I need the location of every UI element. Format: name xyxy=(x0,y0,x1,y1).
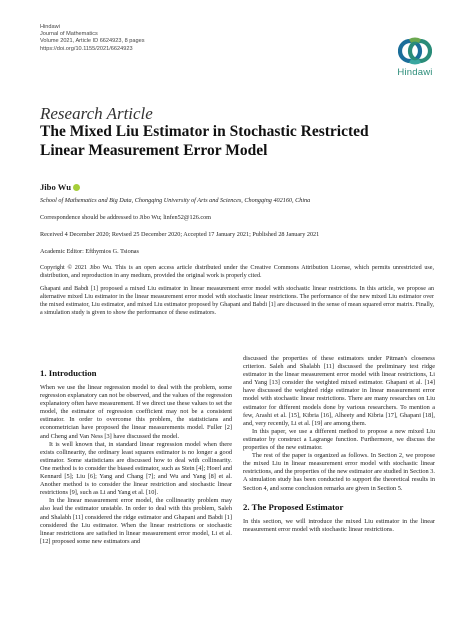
body-column-right xyxy=(243,355,435,534)
author-name[interactable]: Jibo Wu xyxy=(40,182,71,192)
hindawi-logo-icon xyxy=(398,36,432,66)
publication-dates: Received 4 December 2020; Revised 25 December 2020; Accepted 17 January 2021; Published 28 January 2021 xyxy=(40,231,320,238)
publisher-name: Hindawi xyxy=(40,24,60,30)
article-title: The Mixed Liu Estimator in Stochastic Restricted Linear Measurement Error Model xyxy=(40,123,369,159)
body-paragraph: In this paper, we use a different method to propose a new mixed Liu estimator by construct a Lagrange function. Furthermore, we discuss the properties of the new estimator. xyxy=(243,427,435,452)
volume-line: Volume 2021, Article ID 6624923, 8 pages xyxy=(40,38,145,45)
body-paragraph: When we use the linear regression model to deal with the problem, some regression explanatory can not be observed, and the values of the regression explanatory often have measurement. If we direct use these values to set the model, the estimator of regression coefficient may not be a consistent estimator. In order to overcome this problem, the statisticians and econometrician have proposed the linear measurements model. Fuller [2] and Cheng and Van Ness [3] have discussed the model. xyxy=(40,384,232,440)
journal-meta xyxy=(40,24,145,53)
doi-link[interactable]: https://doi.org/10.1155/2021/6624923 xyxy=(40,45,133,52)
author-line xyxy=(40,182,80,192)
abstract: Ghapani and Babdi [1] proposed a mixed Liu estimator in linear measurement error model with stochastic linear restrictions. In this article, we propose an alternative mixed Liu estimator in the linear measurement error model with stochastic linear restrictions. The performance of the new mixed Liu estimator over the mixed estimator, Liu estimator, and mixed Liu estimator proposed by Ghapani and Babdi [1] are discussed in the sense of mean squared error matrix. Finally, a simulation study is given to show the performance of these estimators. xyxy=(40,286,434,316)
correspondence: Correspondence should be addressed to Jibo Wu; linfen52@126.com xyxy=(40,214,211,221)
hindawi-logo xyxy=(392,36,438,78)
body-column-left xyxy=(40,368,232,546)
affiliation: School of Mathematics and Big Data, Chongqing University of Arts and Sciences, Chongqing 402160, China xyxy=(40,197,311,204)
body-paragraph: The rest of the paper is organized as follows. In Section 2, we propose the mixed Liu in linear measurement error model with stochastic linear restrictions, and the properties of the new estimator are studied in Section 3. A simulation study has been conducted to support the theoretical results in Section 4, and some conclusion remarks are given in Section 5. xyxy=(243,452,435,492)
journal-name: Journal of Mathematics xyxy=(40,31,98,38)
copyright-notice: Copyright © 2021 Jibo Wu. This is an open access article distributed under the Creative Commons Attribution License, which permits unrestricted use, distribution, and reproduction in any medium, provided the original work is properly cited. xyxy=(40,265,434,279)
body-paragraph: In this section, we will introduce the mixed Liu estimator in the linear measurement error model with stochastic linear restrictions. xyxy=(243,517,435,533)
body-paragraph: discussed the properties of these estimators under Pitman's closeness criterion. Saleh and Shalabh [11] discussed the preliminary test ridge estimator in the linear measurement error model with linear restrictions, Li and Yang [13] consider the weighted mixed estimator. Ghapani et al. [14] have discussed the weighted ridge estimator in linear measurement error model with stochastic linear restrictions. There are many researches on Liu estimator for different models done by various researchers. To mention a few, Arashi et al. [15], Kibria [16], Alheety and Kibria [17], Ghapani [18], and, very recently, Li et al. [19] are among them. xyxy=(243,355,435,427)
body-paragraph: It is well known that, in standard linear regression model when there exists collinearity, the ordinary least squares estimator is no longer a good estimator. Some statisticians are discussed how to deal with collinearity. One method is to consider the biased estimator, such as Stein [4]; Hoerl and Kennard [5]; Liu [6]; Yang and Chang [7]; and Wu and Yang [8] et al. Another method is to consider the linear restriction and stochastic linear restrictions [9], such as Li and Yang et al. [10]. xyxy=(40,440,232,497)
section-heading-introduction: 1. Introduction xyxy=(40,368,97,378)
orcid-icon[interactable] xyxy=(73,184,80,191)
academic-editor: Academic Editor: Efthymios G. Tsionas xyxy=(40,248,139,255)
logo-text: Hindawi xyxy=(397,67,433,78)
section-heading-proposed-estimator: 2. The Proposed Estimator xyxy=(243,501,344,512)
body-paragraph: In the linear measurement error model, the collinearity problem may also lead the estimator unstable. In order to deal with this problem, Saleh and Shalabh [11] considered the ridge estimator and Ghapani and Babdi [1] considered the Liu estimator. When the linear restrictions or stochastic linear restrictions are satisfied in linear measurement error model, Li et al. [12] proposed some new estimators and xyxy=(40,497,232,545)
article-type: Research Article xyxy=(40,104,153,123)
